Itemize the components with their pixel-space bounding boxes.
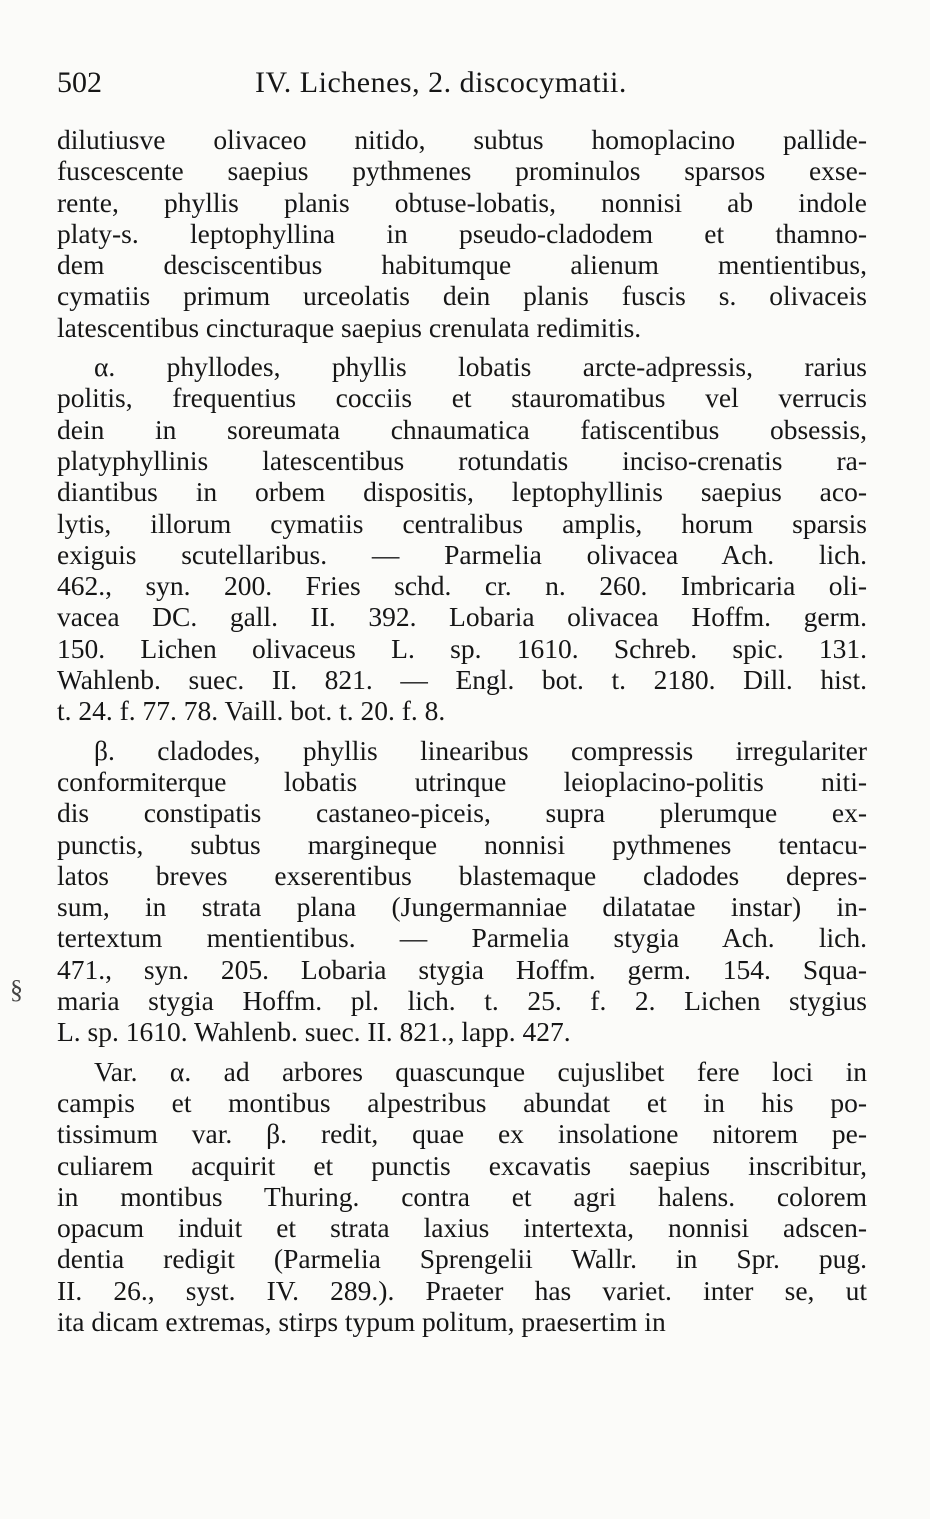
text-line: rente, phyllis planis obtuse-lobatis, nonnisi ab indole xyxy=(57,186,867,218)
margin-mark: § xyxy=(10,975,23,1004)
text-line: politis, frequentius cocciis et stauromatibus vel verrucis xyxy=(57,382,867,414)
paragraph xyxy=(57,735,867,1048)
text-line: fuscescente saepius pythmenes prominulos sparsos exse- xyxy=(57,155,867,187)
text-line: II. 26., syst. IV. 289.). Praeter has variet. inter se, ut xyxy=(57,1274,867,1306)
text-line: dein in soreumata chnaumatica fatiscentibus obsessis, xyxy=(57,413,867,445)
text-line: 462., syn. 200. Fries schd. cr. n. 260. Imbricaria oli- xyxy=(57,570,867,602)
running-head xyxy=(57,58,867,108)
text-line: maria stygia Hoffm. pl. lich. t. 25. f. 2. Lichen stygius xyxy=(57,985,867,1017)
text-line: culiarem acquirit et punctis excavatis saepius inscribitur, xyxy=(57,1149,867,1181)
paragraph-gap xyxy=(57,1048,867,1056)
text-line: α. phyllodes, phyllis lobatis arcte-adpressis, rarius xyxy=(94,351,867,383)
paragraph xyxy=(57,351,867,727)
text-line: diantibus in orbem dispositis, leptophyllinis saepius aco- xyxy=(57,476,867,508)
text-line: tertextum mentientibus. — Parmelia stygia Ach. lich. xyxy=(57,922,867,954)
text-line: β. cladodes, phyllis linearibus compressis irregulariter xyxy=(94,734,867,766)
text-line: dilutiusve olivaceo nitido, subtus homoplacino pallide- xyxy=(57,124,867,155)
text-line: cymatiis primum urceolatis dein planis fuscis s. olivaceis xyxy=(57,280,867,312)
text-line: 471., syn. 205. Lobaria stygia Hoffm. germ. 154. Squa- xyxy=(57,953,867,985)
text-line: conformiterque lobatis utrinque leioplacino-politis niti- xyxy=(57,765,867,797)
text-line: dis constipatis castaneo-piceis, supra plerumque ex- xyxy=(57,797,867,829)
text-line: in montibus Thuring. contra et agri halens. colorem xyxy=(57,1180,867,1212)
text-line: Var. α. ad arbores quascunque cujuslibet fere loci in xyxy=(94,1055,867,1087)
paragraph-gap xyxy=(57,343,867,351)
body-text xyxy=(57,124,867,1337)
text-line: dem desciscentibus habitumque alienum mentientibus, xyxy=(57,249,867,281)
text-line: t. 24. f. 77. 78. Vaill. bot. t. 20. f. 8. xyxy=(57,695,446,727)
paragraph xyxy=(57,1056,867,1338)
text-line: dentia redigit (Parmelia Sprengelii Wallr. in Spr. pug. xyxy=(57,1243,867,1275)
text-line: L. sp. 1610. Wahlenb. suec. II. 821., lapp. 427. xyxy=(57,1016,571,1048)
paragraph-gap xyxy=(57,727,867,735)
text-line: platy-s. leptophyllina in pseudo-cladodem et thamno- xyxy=(57,217,867,249)
text-line: ita dicam extremas, stirps typum politum, praesertim in xyxy=(57,1305,666,1337)
text-line: tissimum var. β. redit, quae ex insolatione nitorem pe- xyxy=(57,1118,867,1150)
text-line: campis et montibus alpestribus abundat et in his po- xyxy=(57,1086,867,1118)
text-line: punctis, subtus margineque nonnisi pythmenes tentacu- xyxy=(57,828,867,860)
text-line: latos breves exserentibus blastemaque cladodes depres- xyxy=(57,859,867,891)
page-number: 502 xyxy=(57,66,102,99)
text-line: lytis, illorum cymatiis centralibus amplis, horum sparsis xyxy=(57,507,867,539)
text-line: latescentibus cincturaque saepius crenulata redimitis. xyxy=(57,311,642,343)
text-line: sum, in strata plana (Jungermanniae dilatatae instar) in- xyxy=(57,891,867,923)
text-line: 150. Lichen olivaceus L. sp. 1610. Schreb. spic. 131. xyxy=(57,632,867,664)
text-line: opacum induit et strata laxius intertexta, nonnisi adscen- xyxy=(57,1212,867,1244)
paragraph xyxy=(57,124,867,343)
running-title: IV. Lichenes, 2. discocymatii. xyxy=(255,66,627,99)
text-line: vacea DC. gall. II. 392. Lobaria olivacea Hoffm. germ. xyxy=(57,601,867,633)
text-line: Wahlenb. suec. II. 821. — Engl. bot. t. 2180. Dill. hist. xyxy=(57,664,867,696)
text-line: exiguis scutellaribus. — Parmelia olivacea Ach. lich. xyxy=(57,538,867,570)
text-line: platyphyllinis latescentibus rotundatis inciso-crenatis ra- xyxy=(57,444,867,476)
